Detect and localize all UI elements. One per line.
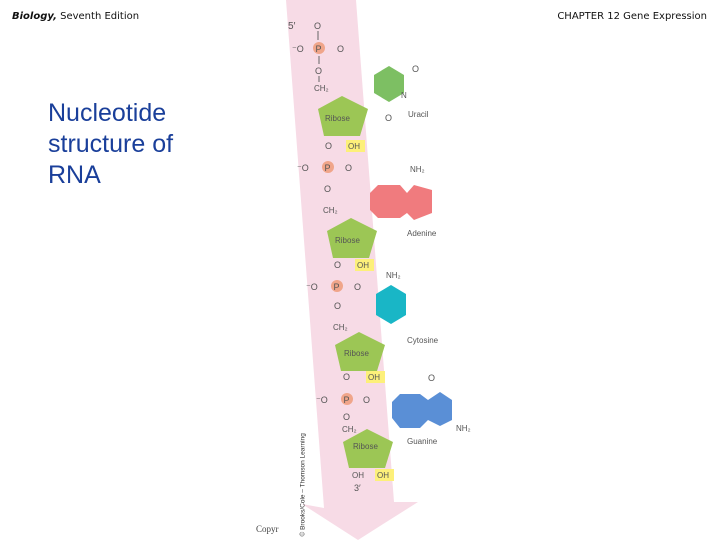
atom-o-minus: ⁻O [292, 44, 304, 54]
atom-o: O [315, 66, 323, 76]
ch2-label: CH₂ [342, 425, 357, 434]
three-prime-label: 3′ [354, 483, 361, 493]
atom-p: P [324, 163, 331, 173]
uracil-ring [374, 66, 404, 102]
atom-o: O [428, 373, 436, 383]
ribose-label: Ribose [335, 236, 360, 245]
slide-title-line: Nucleotide [48, 99, 167, 127]
book-edition: Seventh Edition [60, 11, 140, 22]
atom-p: P [333, 282, 340, 292]
base-label-cytosine: Cytosine [407, 336, 439, 345]
nh2-label: NH₂ [456, 424, 471, 433]
atom-o-minus: ⁻O [316, 395, 328, 405]
atom-o: O [343, 372, 351, 382]
guanine-ring [392, 392, 452, 428]
oh-label: OH [352, 471, 364, 480]
nh2-label: NH₂ [410, 165, 425, 174]
atom-o-minus: ⁻O [306, 282, 318, 292]
atom-o: O [324, 184, 332, 194]
image-credit: © Brooks/Cole – Thomson Learning [299, 433, 307, 537]
atom-o: O [412, 64, 420, 74]
oh-label: OH [368, 373, 380, 382]
slide-title-line: structure of [48, 130, 174, 158]
ribose-label: Ribose [344, 349, 369, 358]
chapter-header: CHAPTER 12 Gene Expression [557, 11, 707, 22]
atom-o: O [334, 301, 342, 311]
atom-o: O [337, 44, 345, 54]
ch2-label: CH₂ [314, 84, 329, 93]
atom-o: O [363, 395, 371, 405]
atom-o: O [334, 260, 342, 270]
atom-o: O [325, 141, 333, 151]
nh2-label: NH₂ [386, 271, 401, 280]
ch2-label: CH₂ [323, 206, 338, 215]
atom-o-minus: ⁻O [297, 163, 309, 173]
ribose-label: Ribose [353, 442, 378, 451]
base-label-adenine: Adenine [407, 229, 437, 238]
book-title: Biology, [12, 11, 57, 22]
atom-o: O [314, 21, 322, 31]
atom-p: P [343, 395, 350, 405]
base-label-uracil: Uracil [408, 110, 429, 119]
copyright-notice: Copyr [256, 524, 279, 534]
five-prime-label: 5′ [288, 21, 296, 32]
cytosine-ring [376, 285, 406, 324]
atom-n: N [401, 91, 407, 100]
oh-label: OH [357, 261, 369, 270]
ch2-label: CH₂ [333, 323, 348, 332]
adenine-ring [370, 185, 432, 220]
oh-label: OH [348, 142, 360, 151]
atom-p: P [315, 44, 322, 54]
atom-o: O [385, 113, 393, 123]
atom-o: O [345, 163, 353, 173]
atom-o: O [343, 412, 351, 422]
atom-o: O [354, 282, 362, 292]
base-label-guanine: Guanine [407, 437, 438, 446]
ribose-label: Ribose [325, 114, 350, 123]
slide-title-line: RNA [48, 161, 101, 189]
oh-label: OH [377, 471, 389, 480]
